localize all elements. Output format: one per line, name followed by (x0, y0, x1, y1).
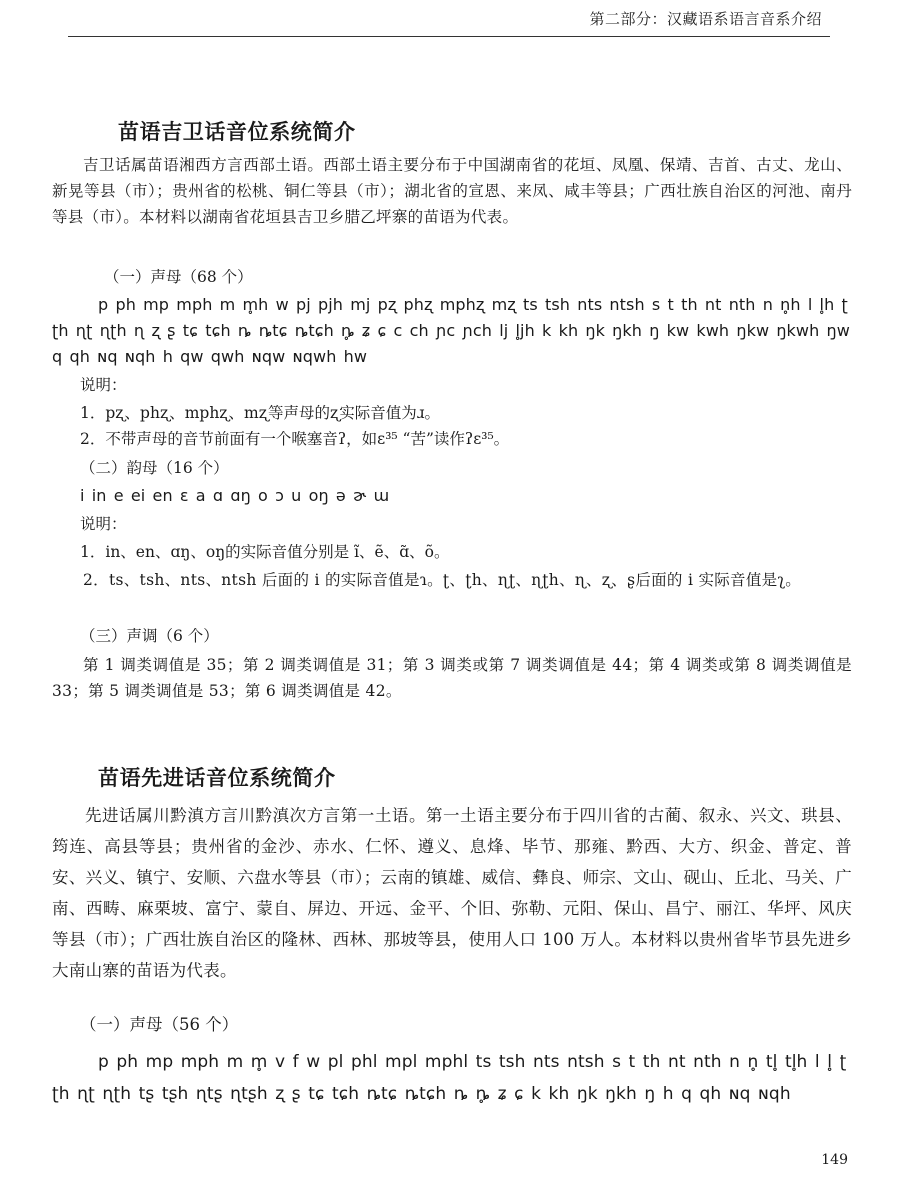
section1-note1-item: 2．不带声母的音节前面有一个喉塞音ʔ，如ɛ³⁵ “苦”读作ʔɛ³⁵。 (80, 430, 510, 448)
section1-note1-item: 1．pʐ、phʐ、mphʐ、mʐ等声母的ʐ实际音值为ɹ。 (80, 404, 441, 422)
section1-tones-heading: （三）声调（6 个） (80, 627, 219, 645)
section1-note2-item: 2．ts、tsh、nts、ntsh 后面的 i 的实际音值是ɿ。ʈ、ʈh、ɳʈ、ɳʈh、ɳ、ʐ、ʂ后面的 i 实际音值是ʅ。 (83, 571, 802, 589)
section1-finals-list: i in e ei en ɛ a ɑ ɑŋ o ɔ u oŋ ə ɚ ɯ (80, 486, 390, 505)
page-number: 149 (821, 1152, 848, 1168)
section1-initials-list: p ph mp mph m m̥h w pj pjh mj pʐ phʐ mphʐ mʐ ts tsh nts ntsh s t th nt nth n n̥h l l̥h ʈ ʈh ɳʈ ɳʈh ɳ ʐ ʂ tɕ tɕh ȵ ȵtɕ ȵtɕh ȵ̥ ʑ ɕ c ch ɲc ɲch lj l̥jh k kh ŋk ŋkh ŋ kw kwh ŋkw ŋkwh ŋw q qh ɴq ɴqh h qw qwh ɴqw ɴqwh hw (52, 295, 850, 366)
section1-finals-heading: （二）韵母（16 个） (80, 459, 229, 477)
section1-note2-label: 说明： (80, 515, 127, 533)
section2-title: 苗语先进话音位系统简介 (98, 766, 336, 790)
header-rule (68, 36, 830, 37)
section2-intro: 先进话属川黔滇方言川黔滇次方言第一土语。第一土语主要分布于四川省的古蔺、叙永、兴文、珙县、筠连、高县等县；贵州省的金沙、赤水、仁怀、遵义、息烽、毕节、那雍、黔西、大方、织金、普定、普安、兴义、镇宁、安顺、六盘水等县（市）；云南的镇雄、威信、彝良、师宗、文山、砚山、丘北、马关、广南、西畴、麻栗坡、富宁、蒙自、屏边、开远、金平、个旧、弥勒、元阳、保山、昌宁、丽江、华坪、风庆等县（市）；广西壮族自治区的隆林、西林、那坡等县，使用人口 100 万人。本材料以贵州省毕节县先进乡大南山寨的苗语为代表。 (52, 806, 852, 980)
section1-note1-label: 说明： (80, 376, 127, 394)
section1-note2-item: 1．in、en、ɑŋ、oŋ的实际音值分别是 ĩ、ẽ、ɑ̃、õ。 (80, 543, 450, 561)
section1-title: 苗语吉卫话音位系统简介 (118, 120, 356, 144)
running-head: 第二部分：汉藏语系语言音系介绍 (589, 10, 822, 28)
section1-tones-text: 第 1 调类调值是 35；第 2 调类调值是 31；第 3 调类或第 7 调类调值是 44；第 4 调类或第 8 调类调值是 33；第 5 调类调值是 53；第 6 调类调值是 42。 (52, 656, 852, 700)
section2-initials-heading: （一）声母（56 个） (80, 1015, 239, 1034)
section2-initials-list: p ph mp mph m m̥ v f w pl phl mpl mphl ts tsh nts ntsh s t th nt nth n n̥ tl̥ tl̥h l l̥ ʈ ʈh ɳʈ ɳʈh tʂ tʂh ɳtʂ ɳtʂh ʐ ʂ tɕ tɕh ȵtɕ ȵtɕh ȵ ȵ̥ ʑ ɕ k kh ŋk ŋkh ŋ h q qh ɴq ɴqh (52, 1052, 847, 1104)
section1-intro: 吉卫话属苗语湘西方言西部土语。西部土语主要分布于中国湖南省的花垣、凤凰、保靖、吉首、古丈、龙山、新晃等县（市）；贵州省的松桃、铜仁等县（市）；湖北省的宣恩、来凤、咸丰等县；广西壮族自治区的河池、南丹等县（市）。本材料以湖南省花垣县吉卫乡腊乙坪寨的苗语为代表。 (52, 156, 852, 226)
section1-initials-heading: （一）声母（68 个） (104, 268, 253, 286)
